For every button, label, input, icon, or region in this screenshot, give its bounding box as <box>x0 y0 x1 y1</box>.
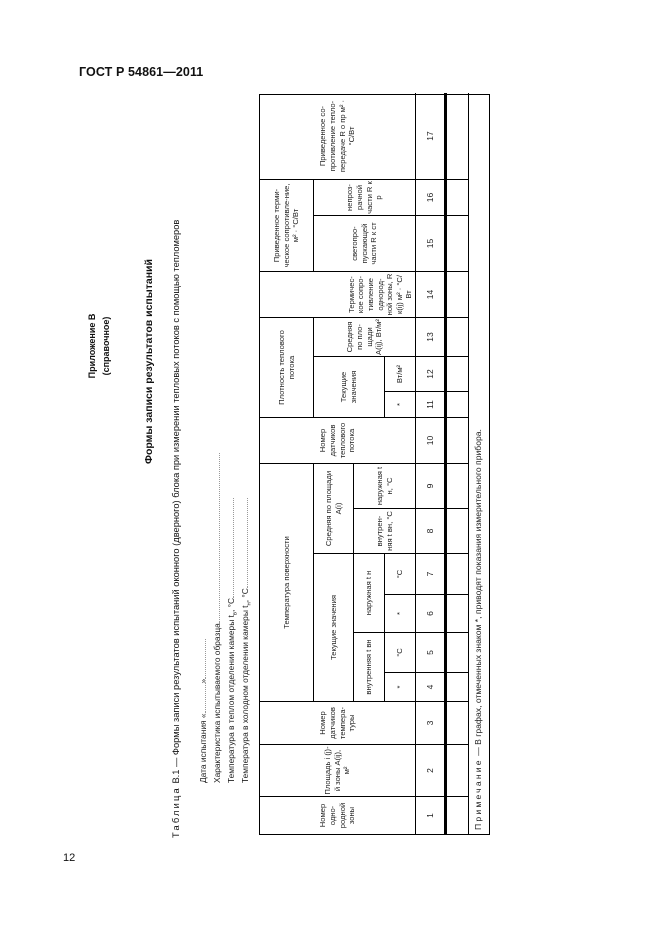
header-reduced-thermal-resistance: Приведенное терми-ческое сопротивле-ние, м² · °С/Вт <box>260 180 313 272</box>
column-number: 14 <box>415 272 445 318</box>
data-cell[interactable] <box>446 797 468 834</box>
table-note <box>468 93 489 834</box>
column-number: 2 <box>415 745 445 797</box>
column-number: 15 <box>415 216 445 272</box>
data-cell[interactable] <box>446 745 468 797</box>
column-number: 11 <box>415 392 445 418</box>
data-cell[interactable] <box>446 318 468 357</box>
data-cell[interactable] <box>446 595 468 633</box>
document-header: ГОСТ Р 54861—2011 <box>79 65 204 79</box>
header-inner-average: внутрен-няя t вн, °С <box>353 509 415 554</box>
table-caption <box>171 220 181 838</box>
data-cell[interactable] <box>446 93 468 180</box>
data-cell[interactable] <box>446 392 468 418</box>
form-title: Формы записи результатов испытаний <box>143 259 155 464</box>
data-cell[interactable] <box>446 418 468 464</box>
data-cell[interactable] <box>446 464 468 509</box>
header-heat-flux-density: Плотность теплового потока <box>260 318 313 418</box>
header-surface-temperature: Температура поверхности <box>260 464 313 702</box>
info-sample-characteristic: Характеристика испытываемого образца <box>212 453 222 783</box>
data-cell[interactable] <box>446 633 468 673</box>
header-col4-star: * <box>384 673 415 702</box>
rotated-landscape-page <box>85 94 490 838</box>
data-cell[interactable] <box>446 702 468 745</box>
column-number: 5 <box>415 633 445 673</box>
header-col5-deg: °С <box>384 633 415 673</box>
data-cell[interactable] <box>446 509 468 554</box>
header-outer-average: наружная t н, °С <box>353 464 415 509</box>
results-table <box>259 94 490 835</box>
header-col11-star: * <box>384 392 415 418</box>
header-col12-unit: Вт/м² <box>384 357 415 392</box>
page-number: 12 <box>63 852 76 864</box>
header-zone-number: Номер одно-родной зоны <box>318 802 357 829</box>
caption-text: — Формы записи результатов испытаний оконного (дверного) блока при измерении тепловых потоков с помощью тепломеров <box>171 219 181 767</box>
column-number: 1 <box>415 797 445 834</box>
column-number: 12 <box>415 357 445 392</box>
info-test-date: Дата испытания «» <box>198 639 208 783</box>
header-flux-sensor-number: Номер датчиков теплового потока <box>260 418 415 464</box>
header-flux-average: Средняя по пло-щади A(ij), Вт/м² <box>313 318 415 357</box>
data-cell[interactable] <box>446 180 468 216</box>
header-col7-deg: °С <box>384 554 415 595</box>
header-temp-sensor-number: Номер датчиков темпера-туры <box>260 702 415 745</box>
data-cell[interactable] <box>446 216 468 272</box>
header-outer-current: наружная t н <box>353 554 384 633</box>
column-number: 3 <box>415 702 445 745</box>
header-transparent-part: светопро-пускающей части R к ст <box>313 216 415 272</box>
column-number: 9 <box>415 464 445 509</box>
info-warm-temp: Температура в теплом отделении камеры $t_в$, °С <box>226 498 239 783</box>
note-text: — В графах, отмеченных знаком *, приводят показания измерительного прибора. <box>473 429 484 756</box>
appendix-title: Приложение В <box>87 313 97 379</box>
header-opaque-part: непроз-рачной части R к р <box>313 180 415 216</box>
column-number: 10 <box>415 418 445 464</box>
column-number: 13 <box>415 318 445 357</box>
data-cell[interactable] <box>446 357 468 392</box>
header-zone-area: Площадь i (j)-й зоны A(ij), м² <box>260 745 415 797</box>
header-flux-current: Текущие значения <box>313 357 384 418</box>
header-zone-thermal-resistance: Термичес-кое сопро-тивление однород-ной зоны, R к(ij) м² · °С/Вт <box>260 272 415 318</box>
appendix-subtitle: (справочное) <box>101 316 111 376</box>
data-cell[interactable] <box>446 272 468 318</box>
column-number: 16 <box>415 180 445 216</box>
header-col6-star: * <box>384 595 415 633</box>
caption-label: Таблица <box>171 786 181 838</box>
column-number: 6 <box>415 595 445 633</box>
data-cell[interactable] <box>446 554 468 595</box>
column-number: 7 <box>415 554 445 595</box>
column-number: 4 <box>415 673 445 702</box>
header-current-values: Текущие значения <box>313 554 353 702</box>
data-cell[interactable] <box>446 673 468 702</box>
caption-number: В.1 <box>171 769 181 784</box>
column-number: 8 <box>415 509 445 554</box>
header-reduced-heat-transfer-resistance: Приведенное со-противление тепло-передаче R о пр м² · °С/Вт <box>260 93 415 180</box>
header-inner-current: внутренняя t вн <box>353 633 384 702</box>
note-label: Примечание <box>473 758 484 830</box>
header-average-area: Средняя по площади A(i) <box>313 464 353 554</box>
column-number: 17 <box>415 93 445 180</box>
info-cold-temp: Температура в холодном отделении камеры $t_н$, °С <box>240 498 253 783</box>
